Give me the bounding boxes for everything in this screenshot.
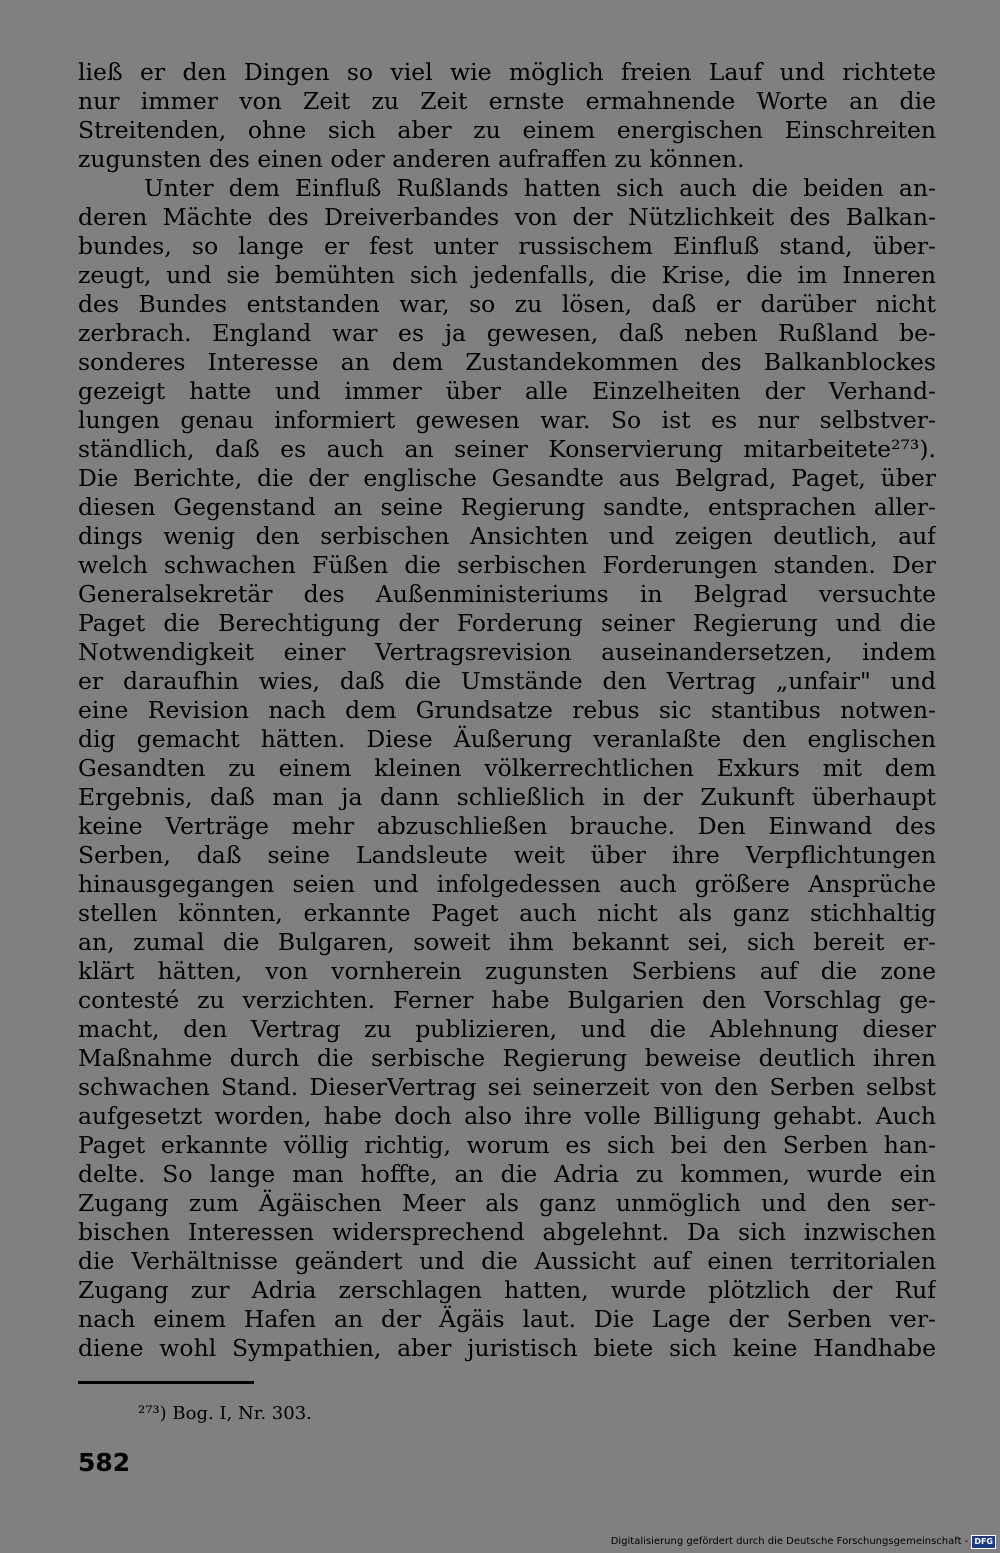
text-line: Zugang zur Adria zerschlagen hatten, wurde plötzlich der Ruf	[78, 1276, 936, 1304]
text-line: diesen Gegenstand an seine Regierung sandte, entsprachen aller-	[78, 493, 936, 521]
text-line: ließ er den Dingen so viel wie möglich freien Lauf und richtete	[78, 58, 936, 86]
text-line: Gesandten zu einem kleinen völkerrechtlichen Exkurs mit dem	[78, 754, 936, 782]
text-line: Serben, daß seine Landsleute weit über ihre Verpflichtungen	[78, 841, 936, 869]
text-line: stellen könnten, erkannte Paget auch nicht als ganz stichhaltig	[78, 899, 936, 927]
text-line: hinausgegangen seien und infolgedessen auch größere Ansprüche	[78, 870, 936, 898]
text-line: macht, den Vertrag zu publizieren, und die Ablehnung dieser	[78, 1015, 936, 1043]
text-line: zerbrach. England war es ja gewesen, daß neben Rußland be-	[78, 319, 936, 347]
paragraph-start-line: Unter dem Einfluß Rußlands hatten sich auch die beiden an-	[144, 174, 936, 202]
text-line-with-footnote-ref: ständlich, daß es auch an seiner Konservierung mitarbeitete²⁷³).	[78, 435, 936, 463]
text-line: gezeigt hatte und immer über alle Einzelheiten der Verhand-	[78, 377, 936, 405]
footnote-divider	[78, 1381, 254, 1384]
text-line: Maßnahme durch die serbische Regierung beweise deutlich ihren	[78, 1044, 936, 1072]
text-line: er daraufhin wies, daß die Umstände den Vertrag „unfair" und	[78, 667, 936, 695]
text-line: Notwendigkeit einer Vertragsrevision auseinandersetzen, indem	[78, 638, 936, 666]
text-line: zugunsten des einen oder anderen aufraffen zu können.	[78, 145, 745, 173]
text-line: Streitenden, ohne sich aber zu einem energischen Einschreiten	[78, 116, 936, 144]
text-line: Ergebnis, daß man ja dann schließlich in der Zukunft überhaupt	[78, 783, 936, 811]
page-number: 582	[78, 1448, 131, 1477]
text-line: Generalsekretär des Außenministeriums in Belgrad versuchte	[78, 580, 936, 608]
text-line: diene wohl Sympathien, aber juristisch biete sich keine Handhabe	[78, 1334, 936, 1362]
digitization-credit	[611, 1535, 996, 1549]
text-line: keine Verträge mehr abzuschließen brauche. Den Einwand des	[78, 812, 936, 840]
credit-text: Digitalisierung gefördert durch die Deutsche Forschungsgemeinschaft -	[610, 1536, 969, 1547]
text-line: Zugang zum Ägäischen Meer als ganz unmöglich und den ser-	[78, 1189, 936, 1217]
text-line: sonderes Interesse an dem Zustandekommen des Balkanblockes	[78, 348, 936, 376]
text-line: deren Mächte des Dreiverbandes von der Nützlichkeit des Balkan-	[78, 203, 936, 231]
text-line: dings wenig den serbischen Ansichten und zeigen deutlich, auf	[78, 522, 936, 550]
text-line: contesté zu verzichten. Ferner habe Bulgarien den Vorschlag ge-	[78, 986, 936, 1014]
text-line: welch schwachen Füßen die serbischen Forderungen standen. Der	[78, 551, 936, 579]
text-line: dig gemacht hätten. Diese Äußerung veranlaßte den englischen	[78, 725, 936, 753]
text-line: des Bundes entstanden war, so zu lösen, daß er darüber nicht	[78, 290, 936, 318]
page-body-text	[78, 58, 936, 1363]
text-line: die Verhältnisse geändert und die Aussicht auf einen territorialen	[78, 1247, 936, 1275]
dfg-logo: DFG	[971, 1535, 996, 1549]
text-line: Paget erkannte völlig richtig, worum es sich bei den Serben han-	[78, 1131, 936, 1159]
footnote: ²⁷³) Bog. I, Nr. 303.	[138, 1403, 312, 1424]
text-line: schwachen Stand. DieserVertrag sei seinerzeit von den Serben selbst	[78, 1073, 936, 1101]
text-line: zeugt, und sie bemühten sich jedenfalls, die Krise, die im Inneren	[78, 261, 936, 289]
text-line: bundes, so lange er fest unter russischem Einfluß stand, über-	[78, 232, 936, 260]
text-line: an, zumal die Bulgaren, soweit ihm bekannt sei, sich bereit er-	[78, 928, 936, 956]
text-line: delte. So lange man hoffte, an die Adria zu kommen, wurde ein	[78, 1160, 936, 1188]
text-line: nach einem Hafen an der Ägäis laut. Die Lage der Serben ver-	[78, 1305, 936, 1333]
text-line: Die Berichte, die der englische Gesandte aus Belgrad, Paget, über	[78, 464, 936, 492]
text-line: Paget die Berechtigung der Forderung seiner Regierung und die	[78, 609, 936, 637]
text-line: klärt hätten, von vornherein zugunsten Serbiens auf die zone	[78, 957, 936, 985]
text-line: eine Revision nach dem Grundsatze rebus sic stantibus notwen-	[78, 696, 936, 724]
text-line: nur immer von Zeit zu Zeit ernste ermahnende Worte an die	[78, 87, 936, 115]
text-line: aufgesetzt worden, habe doch also ihre volle Billigung gehabt. Auch	[78, 1102, 936, 1130]
text-line: bischen Interessen widersprechend abgelehnt. Da sich inzwischen	[78, 1218, 936, 1246]
text-line: lungen genau informiert gewesen war. So ist es nur selbstver-	[78, 406, 936, 434]
